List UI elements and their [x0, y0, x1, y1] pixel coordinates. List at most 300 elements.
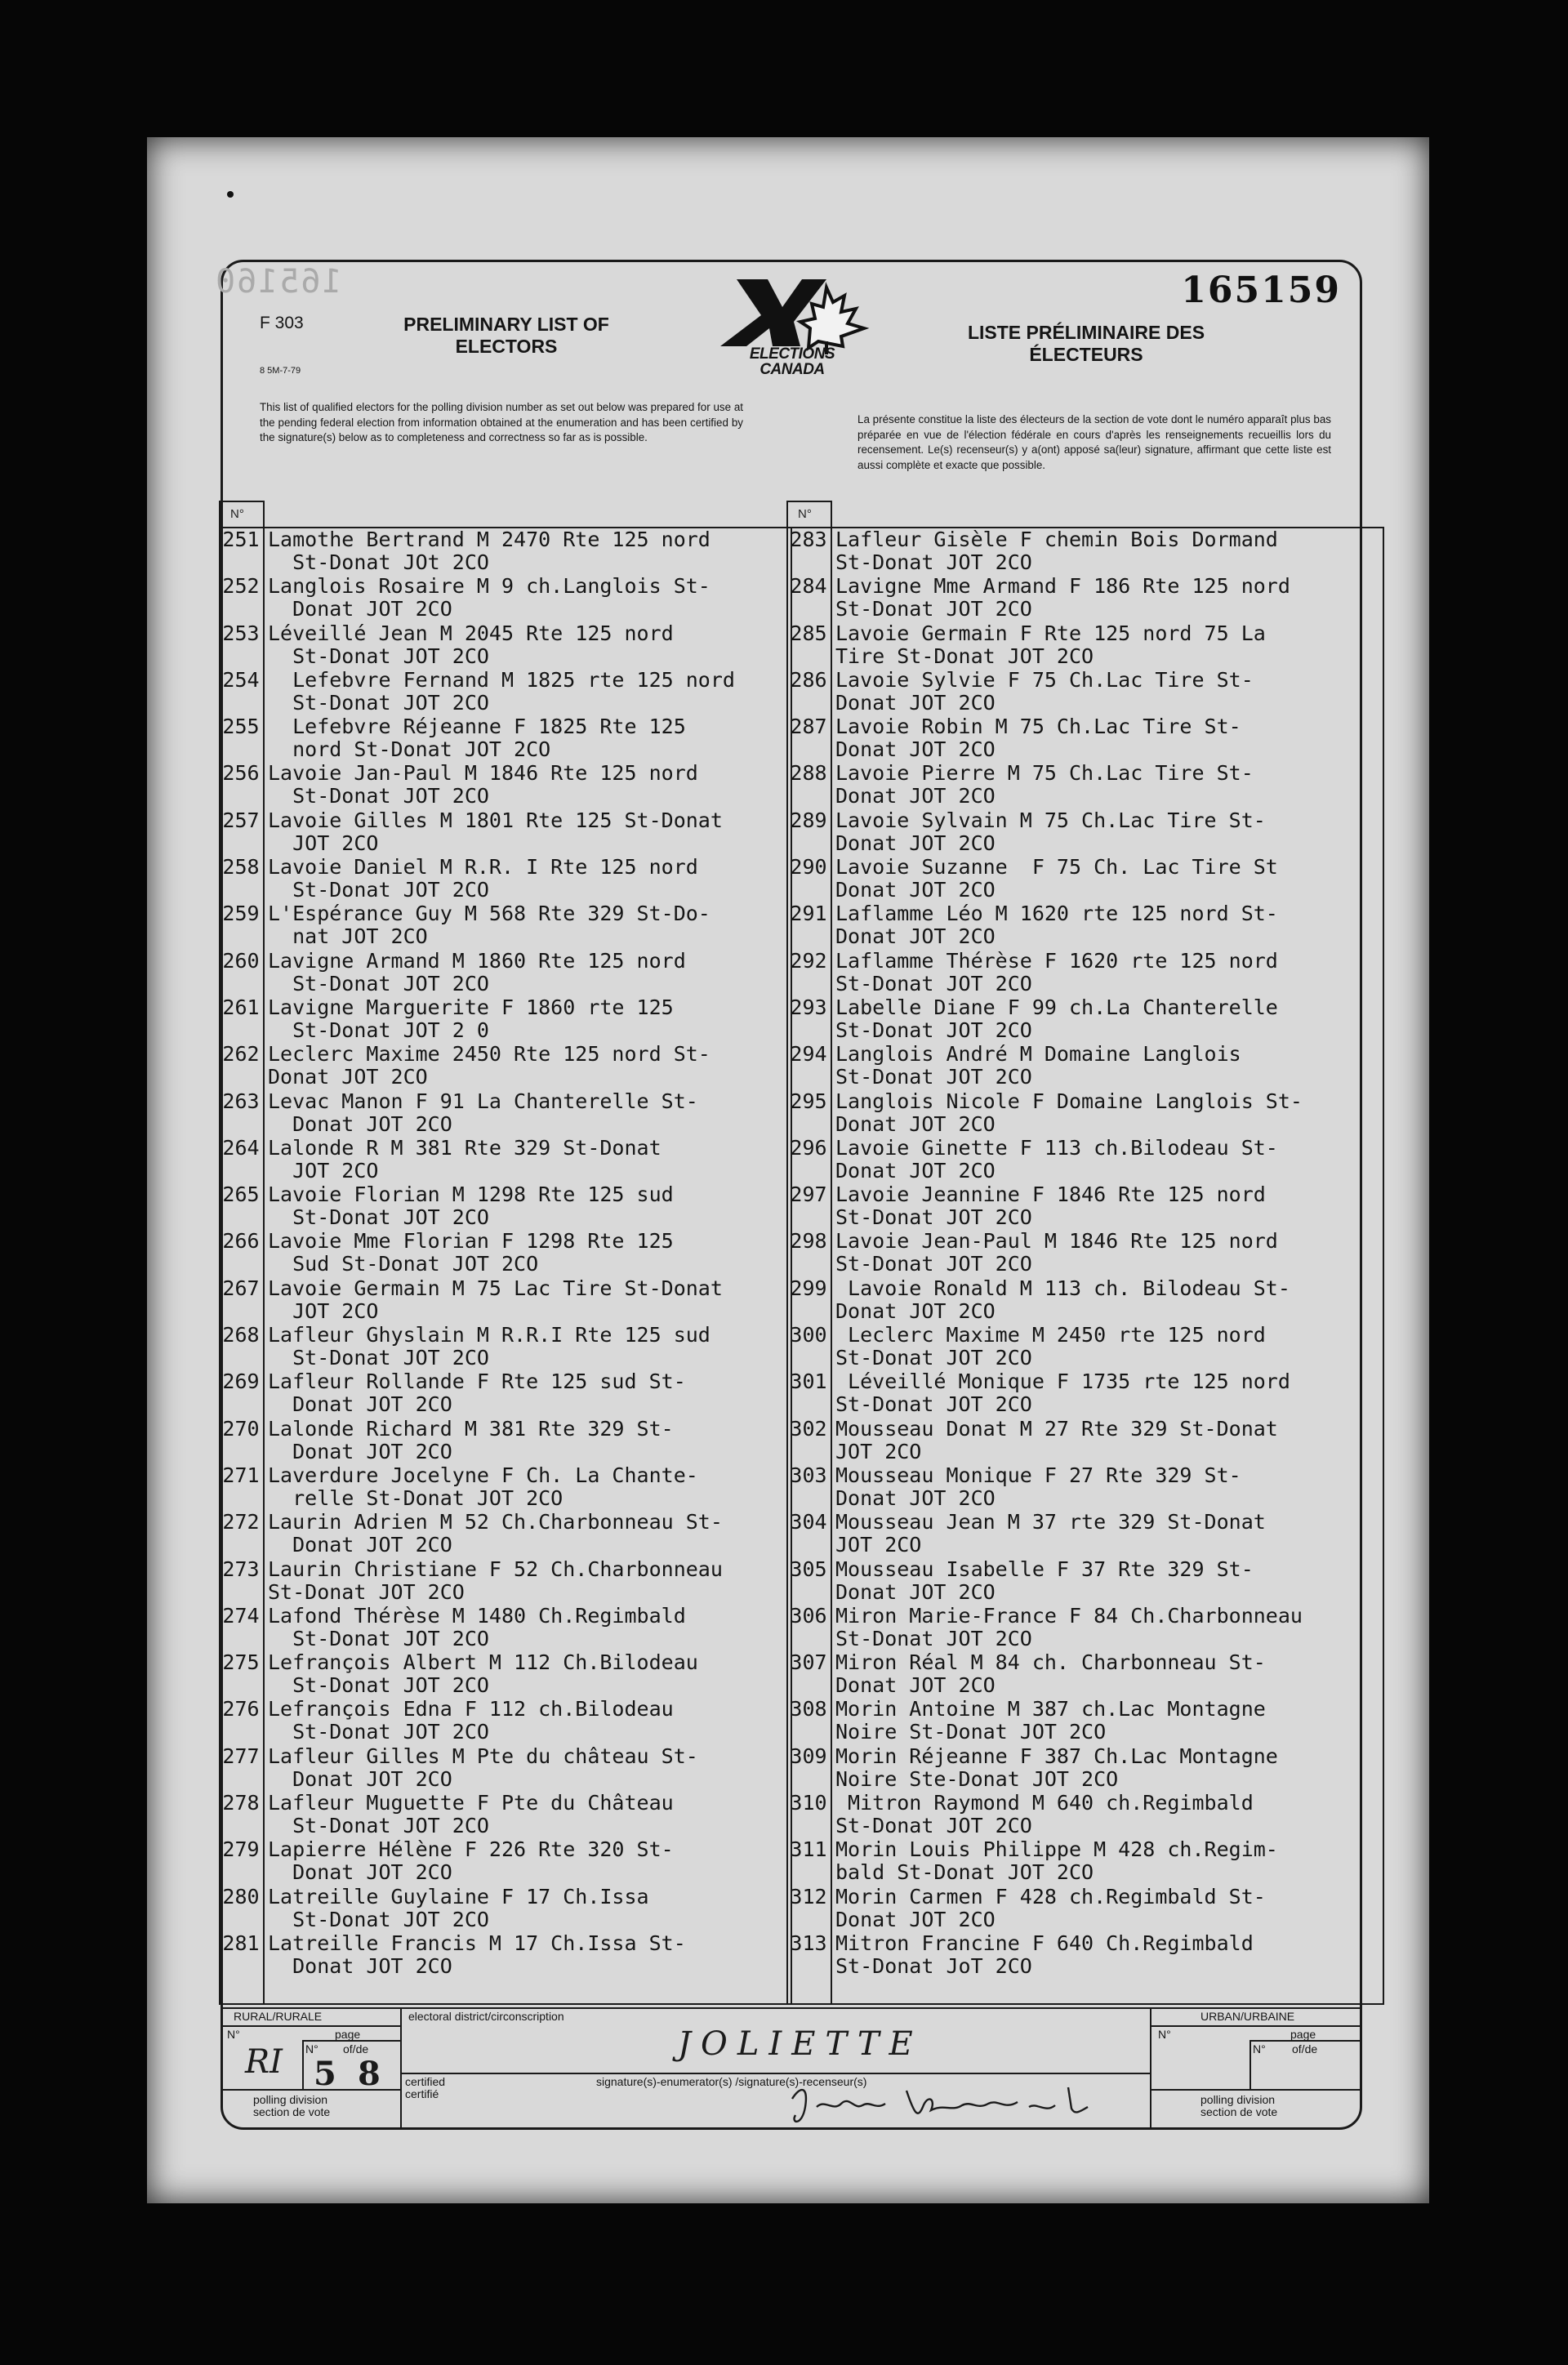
- elector-entry-line: nord St-Donat JOT 2CO: [268, 737, 551, 762]
- elector-row: [219, 1230, 792, 1276]
- elector-entry: [268, 1464, 795, 1510]
- elector-entry: [835, 669, 1388, 715]
- elector-entry-line: Donat JOT 2CO: [835, 831, 996, 855]
- elector-entry-line: St-Donat JOT 2CO: [268, 878, 489, 902]
- elector-entry: [268, 1511, 795, 1557]
- elector-number: 299: [790, 1276, 827, 1300]
- intro-french: La présente constitue la liste des électeurs de la section de vote dont le numéro apparaît plus bas préparée en vue de l'élection fédérale en cours d'après les renseignements recueillis lors du recensement. Le(s) recenseur(s) y a(ont) apposé sa(leur) signature, affirmant que cette liste est aussi complète et exacte que possible.: [858, 413, 1331, 471]
- elector-entry: [268, 856, 795, 902]
- elector-row: [786, 715, 1384, 762]
- elector-entry-line: Donat JOT 2CO: [835, 690, 996, 715]
- elector-entry-line: Lefebvre Fernand M 1825 rte 125 nord: [268, 667, 735, 692]
- electoral-district-label: electoral district/circonscription: [408, 2010, 564, 2023]
- elector-entry-line: Donat JOT 2CO: [268, 1766, 452, 1791]
- elector-entry-line: St-Donat JOT 2CO: [268, 690, 489, 715]
- elector-row: [219, 1324, 792, 1370]
- number-column-header: N°: [786, 501, 832, 527]
- elector-entry-line: Lalonde Richard M 381 Rte 329 St-: [268, 1416, 674, 1441]
- elector-entry-line: Miron Marie-France F 84 Ch.Charbonneau: [835, 1603, 1303, 1628]
- elector-number: 293: [790, 995, 827, 1019]
- elector-entry-line: St-Donat JOT 2CO: [835, 550, 1032, 574]
- elector-entry-line: JOT 2CO: [268, 831, 379, 855]
- form-print-date: 8 5M-7-79: [260, 366, 301, 376]
- elector-row: [786, 575, 1384, 621]
- elector-entry-line: St-Donat JOT 2CO: [268, 1673, 489, 1698]
- elector-entry: [835, 1324, 1388, 1370]
- elector-entry-line: Labelle Diane F 99 ch.La Chanterelle: [835, 995, 1278, 1019]
- elector-number: 279: [222, 1837, 260, 1862]
- number-column-header: N°: [219, 501, 265, 527]
- elector-entry: [268, 622, 795, 668]
- urban-page-number-label: N°: [1253, 2042, 1266, 2055]
- elector-number: 312: [790, 1884, 827, 1908]
- urban-label: URBAN/URBAINE: [1200, 2010, 1295, 2023]
- elector-row: [786, 856, 1384, 902]
- elector-row: [219, 1511, 792, 1557]
- handwritten-district: JOLIETTE: [678, 2025, 923, 2063]
- elector-entry: [268, 1043, 795, 1089]
- elector-table-right: [786, 501, 1384, 2005]
- elector-entry-line: Lafleur Ghyslain M R.R.I Rte 125 sud: [268, 1323, 710, 1347]
- elector-entry-line: Donat JOT 2CO: [835, 784, 996, 808]
- elector-entry: [835, 1090, 1388, 1136]
- elector-entry: [268, 1698, 795, 1744]
- elector-entry-line: St-Donat JOT 2CO: [835, 971, 1032, 995]
- elector-row: [786, 1605, 1384, 1651]
- elector-row: [219, 902, 792, 949]
- title-french-line-2: ÉLECTEURS: [1029, 344, 1143, 365]
- elector-entry-line: Mousseau Jean M 37 rte 329 St-Donat: [835, 1510, 1266, 1534]
- elector-entry-line: St-Donat JOt 2CO: [268, 550, 489, 574]
- elector-entry-line: Lavoie Jean-Paul M 1846 Rte 125 nord: [835, 1229, 1278, 1254]
- handwritten-page-total: 8: [358, 2055, 381, 2093]
- elector-entry-line: Donat JOT 2CO: [835, 924, 996, 949]
- elector-entry: [268, 1090, 795, 1136]
- elector-entry-line: Lavoie Suzanne F 75 Ch. Lac Tire St: [835, 855, 1278, 880]
- elector-entry-line: Lavoie Jeannine F 1846 Rte 125 nord: [835, 1182, 1266, 1207]
- elector-entry: [268, 1230, 795, 1276]
- elector-row: [219, 809, 792, 856]
- elector-row: [219, 1651, 792, 1698]
- elector-entry-line: JOT 2CO: [835, 1439, 922, 1463]
- elector-entry-line: Sud St-Donat JOT 2CO: [268, 1252, 539, 1276]
- elector-row: [786, 1418, 1384, 1464]
- elector-entry-line: Lafleur Gilles M Pte du château St-: [268, 1744, 698, 1768]
- elector-entry-line: Léveillé Monique F 1735 rte 125 nord: [835, 1370, 1290, 1394]
- elector-entry: [268, 1277, 795, 1323]
- elector-row: [219, 528, 792, 575]
- elector-number: 310: [790, 1791, 827, 1815]
- elector-row: [786, 1230, 1384, 1276]
- rural-label: RURAL/RURALE: [234, 2010, 323, 2023]
- elector-entry-line: Lavigne Marguerite F 1860 rte 125: [268, 995, 674, 1019]
- elector-number: 274: [222, 1603, 260, 1628]
- elector-number: 261: [222, 995, 260, 1019]
- elector-number: 268: [222, 1323, 260, 1347]
- elector-entry-line: St-Donat JoT 2CO: [835, 1953, 1032, 1978]
- serial-number: 165159: [1181, 269, 1341, 311]
- elector-rows-left: [219, 528, 792, 1979]
- elector-entry-line: Langlois Rosaire M 9 ch.Langlois St-: [268, 574, 710, 599]
- elector-entry: [835, 1792, 1388, 1837]
- elector-entry-line: Leclerc Maxime M 2450 rte 125 nord: [835, 1323, 1266, 1347]
- elector-entry: [835, 1464, 1388, 1510]
- elector-row: [786, 1511, 1384, 1557]
- elector-entry-line: Mousseau Monique F 27 Rte 329 St-: [835, 1463, 1241, 1487]
- elector-number: 259: [222, 902, 260, 926]
- urban-of-label: of/de: [1292, 2042, 1318, 2055]
- elector-row: [219, 1418, 792, 1464]
- elector-number: 258: [222, 855, 260, 880]
- elector-number: 288: [790, 761, 827, 786]
- elector-entry-line: Lavoie Robin M 75 Ch.Lac Tire St-: [835, 715, 1241, 739]
- elector-entry-line: Noire St-Donat JOT 2CO: [835, 1720, 1107, 1744]
- elector-entry-line: Tire St-Donat JOT 2CO: [835, 644, 1094, 668]
- elector-entry-line: Langlois Nicole F Domaine Langlois St-: [835, 1089, 1303, 1113]
- elector-row: [219, 1698, 792, 1744]
- elector-entry-line: Laverdure Jocelyne F Ch. La Chante-: [268, 1463, 698, 1487]
- elector-entry-line: Leclerc Maxime 2450 Rte 125 nord St-: [268, 1042, 710, 1067]
- elector-entry-line: Latreille Guylaine F 17 Ch.Issa: [268, 1884, 649, 1908]
- elector-row: [786, 762, 1384, 808]
- elector-row: [219, 1792, 792, 1838]
- certification-footer: [220, 2007, 1362, 2130]
- enumerator-signature-icon: [784, 2082, 1111, 2130]
- elector-entry-line: JOT 2CO: [268, 1158, 379, 1182]
- elector-row: [786, 1324, 1384, 1370]
- elector-row: [219, 1464, 792, 1511]
- intro-english: This list of qualified electors for the polling division number as set out below was prepared for use at the pending federal election from information obtained at the enumeration and has been certified by the signature(s) below as to completeness and correctness so far as is possible.: [260, 401, 743, 443]
- title-english: [384, 314, 629, 358]
- elector-number: 280: [222, 1884, 260, 1908]
- elector-row: [219, 856, 792, 902]
- elector-number: 278: [222, 1791, 260, 1815]
- elector-entry-line: Levac Manon F 91 La Chanterelle St-: [268, 1089, 698, 1113]
- elector-entry: [835, 950, 1388, 995]
- elector-entry-line: Lavoie Sylvain M 75 Ch.Lac Tire St-: [835, 808, 1266, 832]
- elector-entry: [835, 715, 1388, 761]
- elector-row: [219, 950, 792, 996]
- elector-number: 255: [222, 715, 260, 739]
- elector-entry-line: L'Espérance Guy M 568 Rte 329 St-Do-: [268, 902, 710, 926]
- elector-entry-line: Lafond Thérèse M 1480 Ch.Regimbald: [268, 1603, 686, 1628]
- elector-entry: [268, 1838, 795, 1884]
- elector-row: [786, 1090, 1384, 1137]
- elector-entry-line: Lavoie Ronald M 113 ch. Bilodeau St-: [835, 1276, 1290, 1300]
- elector-row: [786, 1745, 1384, 1792]
- elector-entry: [835, 528, 1388, 574]
- logo-text-line-2: CANADA: [760, 361, 825, 378]
- elector-entry-line: Donat JOT 2CO: [268, 1392, 452, 1417]
- rural-page-label: page: [335, 2028, 361, 2041]
- elector-row: [786, 1277, 1384, 1324]
- elector-entry-line: St-Donat JOT 2 0: [268, 1018, 489, 1042]
- elector-entry-line: Lavoie Jan-Paul M 1846 Rte 125 nord: [268, 761, 698, 786]
- elector-entry: [835, 1277, 1388, 1323]
- elector-entry-line: Donat JOT 2CO: [835, 1907, 996, 1931]
- elector-entry-line: St-Donat JOT 2CO: [835, 1626, 1032, 1650]
- elector-entry-line: St-Donat JOT 2CO: [268, 971, 489, 995]
- elector-entry-line: Laflamme Thérèse F 1620 rte 125 nord: [835, 948, 1278, 973]
- elector-number: 275: [222, 1650, 260, 1675]
- logo-text: [719, 346, 866, 377]
- elector-number: 306: [790, 1603, 827, 1628]
- elector-row: [219, 1745, 792, 1792]
- elector-number: 262: [222, 1042, 260, 1067]
- elector-entry-line: JOT 2CO: [268, 1298, 379, 1323]
- elector-entry: [268, 1651, 795, 1697]
- elector-entry-line: Donat JOT 2CO: [835, 1579, 996, 1604]
- elector-entry-line: Donat JOT 2CO: [268, 1111, 452, 1136]
- elector-row: [786, 1464, 1384, 1511]
- elector-row: [219, 575, 792, 621]
- elector-row: [786, 1558, 1384, 1605]
- elector-number: 260: [222, 948, 260, 973]
- elector-entry-line: Lafleur Gisèle F chemin Bois Dormand: [835, 528, 1278, 551]
- elector-row: [786, 1183, 1384, 1230]
- elector-row: [219, 1370, 792, 1417]
- elector-number: 253: [222, 621, 260, 645]
- title-french-line-1: LISTE PRÉLIMINAIRE DES: [967, 322, 1205, 343]
- elector-number: 271: [222, 1463, 260, 1487]
- elector-number: 304: [790, 1510, 827, 1534]
- elector-entry-line: Lefrançois Albert M 112 Ch.Bilodeau: [268, 1650, 698, 1675]
- rural-of-label: of/de: [343, 2042, 369, 2055]
- rural-page-number-label: N°: [305, 2042, 318, 2055]
- elector-row: [219, 1932, 792, 1979]
- elector-entry-line: Lalonde R M 381 Rte 329 St-Donat: [268, 1135, 662, 1160]
- elector-entry-line: Lavigne Armand M 1860 Rte 125 nord: [268, 948, 686, 973]
- elector-number: 284: [790, 574, 827, 599]
- elector-row: [786, 1932, 1384, 1979]
- urban-number-label: N°: [1158, 2028, 1171, 2041]
- elector-number: 305: [790, 1557, 827, 1581]
- elector-row: [219, 996, 792, 1043]
- elector-entry-line: Donat JOT 2CO: [268, 597, 452, 621]
- elector-entry-line: St-Donat JOT 2CO: [835, 1252, 1032, 1276]
- elector-entry-line: St-Donat JOT 2CO: [268, 1346, 489, 1370]
- elector-entry-line: Morin Antoine M 387 ch.Lac Montagne: [835, 1697, 1266, 1721]
- elector-row: [786, 1370, 1384, 1417]
- elector-number: 307: [790, 1650, 827, 1675]
- elector-entry: [835, 622, 1388, 668]
- elector-number: 267: [222, 1276, 260, 1300]
- elector-number: 269: [222, 1370, 260, 1394]
- elector-entry-line: St-Donat JOT 2CO: [835, 1018, 1032, 1042]
- elector-row: [219, 1090, 792, 1137]
- elector-entry-line: St-Donat JOT 2CO: [268, 1907, 489, 1931]
- elector-entry: [835, 1605, 1388, 1650]
- elector-entry: [835, 809, 1388, 855]
- elector-number: 264: [222, 1135, 260, 1160]
- elector-number: 281: [222, 1931, 260, 1955]
- elector-entry: [835, 1651, 1388, 1697]
- elector-entry: [268, 1418, 795, 1463]
- elector-entry: [835, 1932, 1388, 1978]
- elector-number: 273: [222, 1557, 260, 1581]
- elector-row: [786, 1698, 1384, 1744]
- elector-entry-line: St-Donat JOT 2CO: [835, 1205, 1032, 1230]
- elector-entry-line: Donat JOT 2CO: [835, 737, 996, 762]
- elector-number: 294: [790, 1042, 827, 1067]
- elector-entry-line: Léveillé Jean M 2045 Rte 125 nord: [268, 621, 674, 645]
- elector-entry-line: St-Donat JOT 2CO: [835, 1392, 1032, 1417]
- elector-number: 302: [790, 1416, 827, 1441]
- elector-entry: [268, 1745, 795, 1791]
- elector-row: [786, 669, 1384, 715]
- elector-entry-line: Morin Carmen F 428 ch.Regimbald St-: [835, 1884, 1266, 1908]
- rural-polling-division-label: polling division section de vote: [253, 2093, 331, 2118]
- elector-entry: [268, 762, 795, 808]
- elector-number: 311: [790, 1837, 827, 1862]
- elector-entry: [835, 1558, 1388, 1604]
- elector-entry: [835, 996, 1388, 1042]
- title-english-line-2: ELECTORS: [455, 336, 558, 357]
- elector-number: 300: [790, 1323, 827, 1347]
- elector-entry: [835, 1838, 1388, 1884]
- elector-entry-line: Lavoie Florian M 1298 Rte 125 sud: [268, 1182, 674, 1207]
- elector-entry-line: Lavoie Germain F Rte 125 nord 75 La: [835, 621, 1266, 645]
- elector-row: [219, 1605, 792, 1651]
- elector-row: [786, 950, 1384, 996]
- elector-entry-line: St-Donat JOT 2CO: [268, 644, 489, 668]
- elector-number: 295: [790, 1089, 827, 1113]
- elector-entry-line: Donat JOT 2CO: [268, 1953, 452, 1978]
- elector-entry: [268, 1605, 795, 1650]
- elector-entry-line: Mitron Francine F 640 Ch.Regimbald: [835, 1931, 1254, 1955]
- elector-row: [219, 1183, 792, 1230]
- elector-number: 309: [790, 1744, 827, 1768]
- elector-table-left: [219, 501, 792, 2005]
- elector-entry-line: Donat JOT 2CO: [268, 1860, 452, 1885]
- elector-entry: [268, 1370, 795, 1416]
- elector-entry: [268, 669, 795, 715]
- elector-entry-line: Lavoie Daniel M R.R. I Rte 125 nord: [268, 855, 698, 880]
- elector-row: [219, 715, 792, 762]
- elector-entry: [835, 1886, 1388, 1931]
- elector-number: 277: [222, 1744, 260, 1768]
- elector-row: [786, 902, 1384, 949]
- elector-entry-line: JOT 2CO: [835, 1533, 922, 1557]
- elector-entry: [835, 856, 1388, 902]
- elector-row: [786, 1792, 1384, 1838]
- elector-number: 256: [222, 761, 260, 786]
- elector-entry-line: bald St-Donat JOT 2CO: [835, 1860, 1094, 1885]
- elector-entry: [268, 1137, 795, 1182]
- elector-entry-line: Lavoie Pierre M 75 Ch.Lac Tire St-: [835, 761, 1254, 786]
- elector-entry: [268, 902, 795, 948]
- elector-row: [219, 669, 792, 715]
- elector-entry-line: St-Donat JOT 2CO: [268, 1626, 489, 1650]
- elector-row: [219, 1137, 792, 1183]
- elector-number: 308: [790, 1697, 827, 1721]
- elector-entry-line: Donat JOT 2CO: [268, 1439, 452, 1463]
- elector-entry: [835, 1137, 1388, 1182]
- elector-entry-line: Lafleur Rollande F Rte 125 sud St-: [268, 1370, 686, 1394]
- form-code: F 303: [260, 314, 304, 332]
- elector-number: 252: [222, 574, 260, 599]
- elector-entry-line: Donat JOT 2CO: [835, 878, 996, 902]
- elector-entry-line: Laurin Christiane F 52 Ch.Charbonneau: [268, 1557, 723, 1581]
- elector-row: [786, 1043, 1384, 1089]
- elector-entry-line: Donat JOT 2CO: [268, 1533, 452, 1557]
- elector-entry: [268, 1792, 795, 1837]
- elector-number: 292: [790, 948, 827, 973]
- elector-entry: [268, 1324, 795, 1370]
- elector-entry-line: Noire Ste-Donat JOT 2CO: [835, 1766, 1119, 1791]
- elector-number: 257: [222, 808, 260, 832]
- elector-row: [786, 622, 1384, 669]
- elector-entry: [268, 575, 795, 621]
- elector-entry: [835, 575, 1388, 621]
- paper-speck: [227, 191, 234, 198]
- elector-row: [786, 528, 1384, 575]
- elector-entry: [835, 1698, 1388, 1744]
- signature-label: signature(s)-enumerator(s) /signature(s)-recenseur(s): [596, 2075, 867, 2088]
- elector-number: 263: [222, 1089, 260, 1113]
- elector-entry-line: Lefebvre Réjeanne F 1825 Rte 125: [268, 715, 686, 739]
- elector-entry-line: Latreille Francis M 17 Ch.Issa St-: [268, 1931, 686, 1955]
- elector-number: 297: [790, 1182, 827, 1207]
- elector-row: [786, 1137, 1384, 1183]
- elector-entry-line: Langlois André M Domaine Langlois: [835, 1042, 1241, 1067]
- elector-number: 254: [222, 667, 260, 692]
- elector-entry-line: St-Donat JOT 2CO: [268, 1814, 489, 1838]
- elector-row: [219, 622, 792, 669]
- elector-entry-line: Morin Louis Philippe M 428 ch.Regim-: [835, 1837, 1278, 1862]
- elector-number: 313: [790, 1931, 827, 1955]
- elector-entry: [835, 1745, 1388, 1791]
- elector-entry-line: St-Donat JOT 2CO: [835, 1814, 1032, 1838]
- elector-entry: [835, 1230, 1388, 1276]
- elector-entry: [835, 1043, 1388, 1089]
- elector-row: [219, 1043, 792, 1089]
- elector-row: [219, 1277, 792, 1324]
- elector-number: 286: [790, 667, 827, 692]
- elector-entry: [268, 1932, 795, 1978]
- elector-entry-line: Donat JOT 2CO: [835, 1158, 996, 1182]
- elector-entry-line: Laurin Adrien M 52 Ch.Charbonneau St-: [268, 1510, 723, 1534]
- elector-entry-line: Donat JOT 2CO: [835, 1485, 996, 1510]
- elector-entry-line: Mousseau Isabelle F 37 Rte 329 St-: [835, 1557, 1254, 1581]
- elector-number: 303: [790, 1463, 827, 1487]
- elector-entry: [268, 809, 795, 855]
- elector-number: 291: [790, 902, 827, 926]
- elector-entry: [835, 1418, 1388, 1463]
- elector-row: [786, 996, 1384, 1043]
- elector-entry-line: Lafleur Muguette F Pte du Château: [268, 1791, 674, 1815]
- elector-entry-line: Mousseau Donat M 27 Rte 329 St-Donat: [835, 1416, 1278, 1441]
- elector-number: 266: [222, 1229, 260, 1254]
- elector-rows-right: [786, 528, 1384, 1979]
- certified-label: certified certifié: [405, 2075, 446, 2100]
- elector-entry-line: St-Donat JOT 2CO: [268, 1720, 489, 1744]
- elector-entry: [268, 528, 795, 574]
- elector-row: [786, 1838, 1384, 1885]
- elector-entry-line: nat JOT 2CO: [268, 924, 428, 949]
- elector-number: 283: [790, 528, 827, 551]
- elector-entry-line: Donat JOT 2CO: [835, 1673, 996, 1698]
- elector-entry-line: Lavigne Mme Armand F 186 Rte 125 nord: [835, 574, 1290, 599]
- elector-number: 296: [790, 1135, 827, 1160]
- handwritten-division: RI: [245, 2043, 283, 2081]
- elector-entry-line: Donat JOT 2CO: [268, 1065, 428, 1089]
- elector-entry-line: Lavoie Sylvie F 75 Ch.Lac Tire St-: [835, 667, 1254, 692]
- elector-row: [786, 1886, 1384, 1932]
- elector-entry: [268, 1558, 795, 1604]
- elector-entry-line: St-Donat JOT 2CO: [835, 1065, 1032, 1089]
- elector-entry: [268, 715, 795, 761]
